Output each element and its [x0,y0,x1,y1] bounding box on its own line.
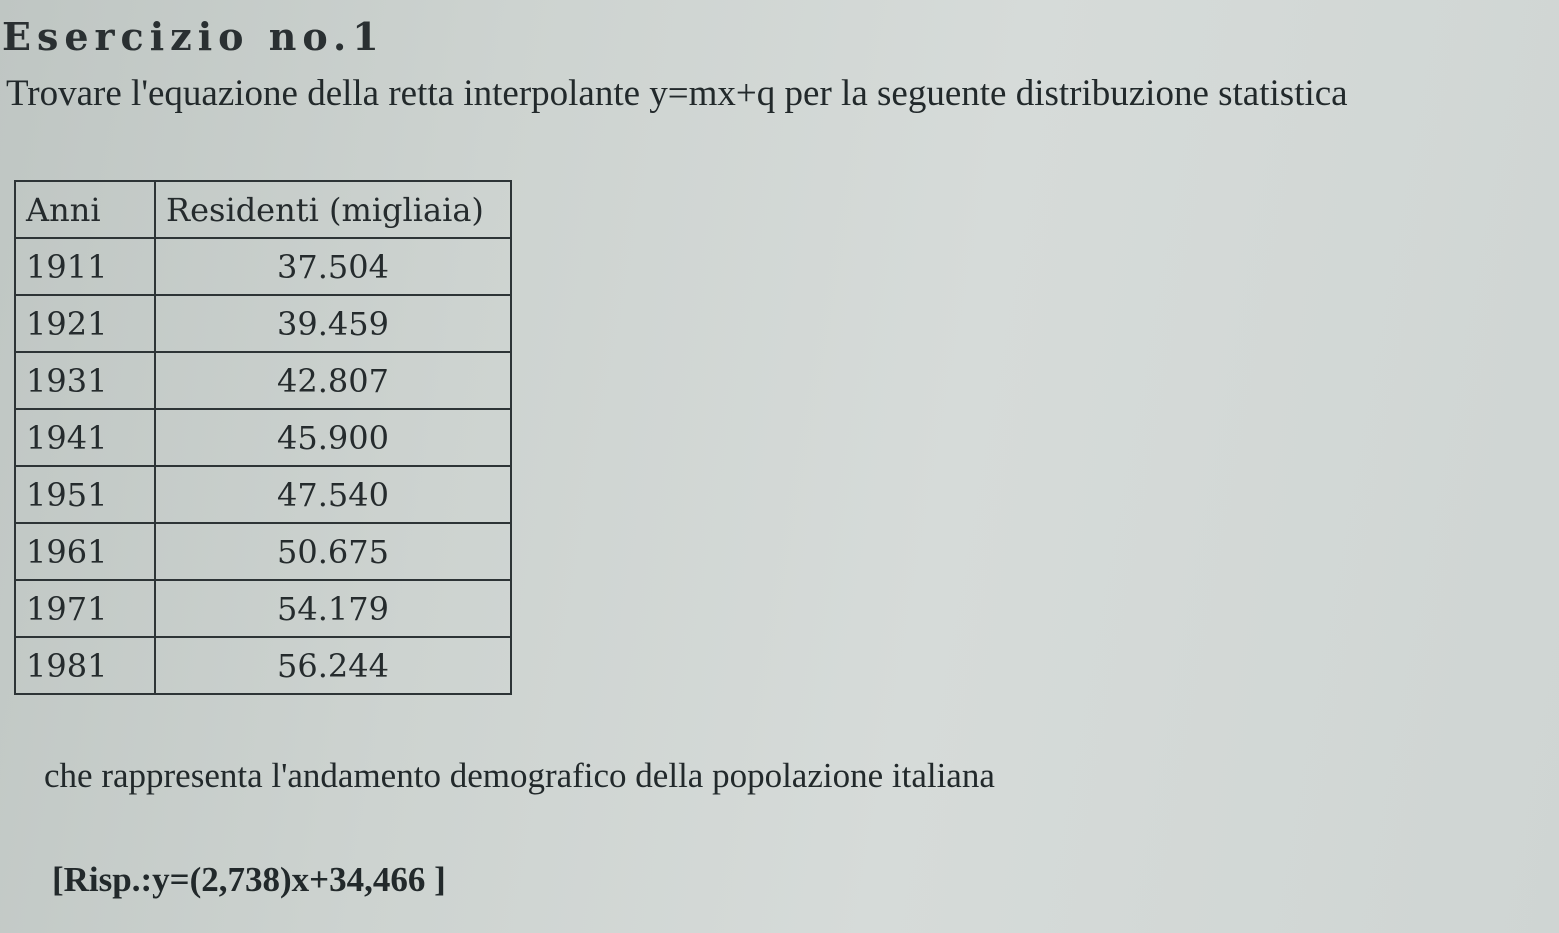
table-row [15,295,511,352]
exercise-title: Esercizio no.1 [2,14,385,59]
table-row [15,409,511,466]
residents-cell: 37.504 [155,238,511,295]
year-cell: 1951 [15,466,155,523]
table-row [15,580,511,637]
table-row [15,637,511,694]
table-row [15,352,511,409]
residents-cell: 50.675 [155,523,511,580]
table-header-row [15,181,511,238]
residents-cell: 47.540 [155,466,511,523]
exercise-caption: che rappresenta l'andamento demografico della popolazione italiana [44,756,995,795]
year-cell: 1931 [15,352,155,409]
residents-cell: 42.807 [155,352,511,409]
year-cell: 1941 [15,409,155,466]
year-cell: 1921 [15,295,155,352]
residents-cell: 56.244 [155,637,511,694]
header-residents: Residenti (migliaia) [155,181,511,238]
year-cell: 1971 [15,580,155,637]
table-row [15,466,511,523]
exercise-answer: [Risp.:y=(2,738)x+34,466 ] [52,860,446,899]
data-table [14,180,512,695]
exercise-prompt: Trovare l'equazione della retta interpolante y=mx+q per la seguente distribuzione statistica [6,73,1348,114]
year-cell: 1981 [15,637,155,694]
year-cell: 1911 [15,238,155,295]
table-row [15,238,511,295]
year-cell: 1961 [15,523,155,580]
residents-cell: 39.459 [155,295,511,352]
table-row [15,523,511,580]
residents-cell: 45.900 [155,409,511,466]
header-years: Anni [15,181,155,238]
residents-cell: 54.179 [155,580,511,637]
